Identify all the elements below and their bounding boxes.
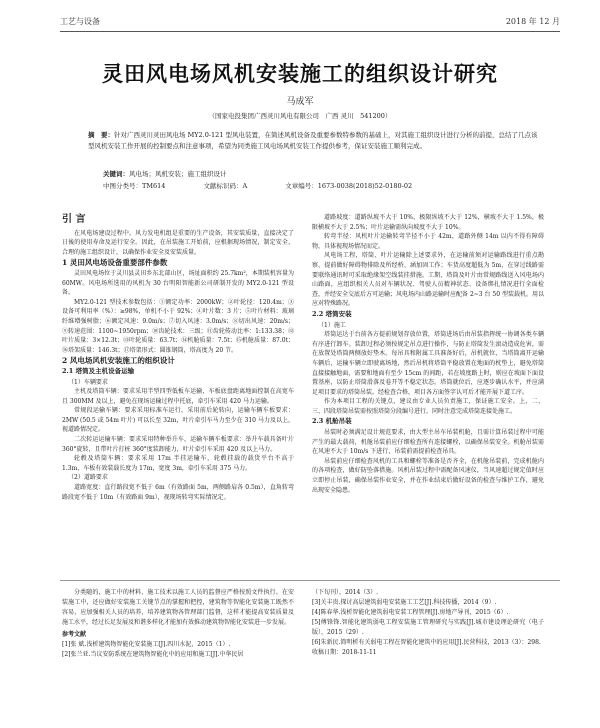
keywords-text: 风电场；风机安装；施工组织设计 (129, 170, 227, 178)
reference-3: [3]关丰贵.探讨高层建筑弱电安装施工工艺[J].科技传播，2014（9）. (312, 599, 497, 606)
construction-heading: （1）施工 (318, 321, 346, 329)
vehicle-req-paragraph-2: 常规段运输车辆：要求采用标准车运行，采用前后轮转向，运输车辆车板要求：2MW (50.5 或 54m 叶片) 可以长至 32m，叶片牵引车马力至少在 310 马力及以上，视道路情况定。 (62, 407, 294, 434)
header-rule (60, 31, 560, 32)
section-1-params: MY2.0-121 型技术参数包括：①额定功率：2000kW；②叶轮径：120.4m；③设备可利用率（%）：≥98%，单机不小于 92%；④叶片数：3 片；⑤叶片材料：玻璃纤维增强树脂；⑥额定风速：9.0m/s；⑦切入风速：3.0m/s；⑧切出风速：20m/s；⑨转速范围：1100~1950rpm；⑩齿轮技术：三级；⑪齿轮传动比率：1:133.38；⑫叶片质量：3×12.3t；⑬叶轮质量：63.7t；⑭机舱质量：7.5t；⑮机舱质量：87.0t；⑯塔架质量：146.3t；⑰塔架形式：圆锥钢筒，塔高度为 20 节。 (62, 298, 294, 354)
footer-left (62, 588, 294, 660)
vehicle-req-paragraph-4: 轮毂及塔筒车辆：要求采用 17m 半挂运输车，轮毂挂载的载货平台不高于 1.3m，车板有效装载长度为 17m，宽度 3m，牵引车采用 375 马力。 (62, 455, 294, 472)
section-1-heading: 1 灵田风电场设备重要部件参数 (62, 258, 168, 268)
tower-paragraph: 塔筒运达于台前各方提前规划存放位置，塔筒进场后由吊装指挥统一协调各类车辆有序进行卸车。装卸过程必须按规定吊点进行操作，与防止塔筒发生滚动造成危害，需在放置处塔筒两侧放好垫木。每吊具和附属工具准备好后，吊机就位，当塔筒离开运输车辆后，运输车辆立即驶离场地，然后吊机将塔筒平稳放置在地面的枕垫上，避免塔筒直接接触地面，需要和地面有至少 15cm 的间距，若在坡度路上时，则应在坡面下面设置基座，以防止塔筒滑落及卷开等不稳定状态。塔筒就位后，应逐步确认水平，并应满足项目要求的塔筒吊装。经检查合格，项目各方面签字认可后才能开展下道工序。 (312, 331, 544, 396)
section-1-paragraph: 灵田风电场位于灵川县灵田乡东北部山区，场址面积约 25.7km²，本期装机容量为 60MW。风电场所选用的风机为 30 台明阳智能新公司研制开发的 MY2.0-121 型设备。 (62, 269, 294, 297)
keywords (103, 169, 227, 178)
journal-name: 工艺与设备 (60, 17, 100, 26)
references-heading: 参考文献 (62, 631, 87, 638)
road-req-paragraph: 道路宽度：直行路段宽不低于 6m（有效路面 5m，两侧路肩各 0.5m），直角转弯路段宽不低于 10m（有效路面 9m），视现场转弯实际情况定。 (62, 484, 294, 501)
vehicle-req-paragraph-3: 二次转运运输车辆：要求采用特种举升车，运输车辆车板要求：举升车载具备叶片 360°旋转，且带叶片打桩 360°度装卸能力，叶片牵引车采用 420 及以上马力。 (62, 436, 294, 453)
left-column (62, 213, 294, 502)
page-header (60, 12, 560, 28)
right-column (312, 213, 544, 495)
section-2-3-heading: 2.3 机舱吊装 (312, 417, 352, 426)
nacelle-paragraph: 吊装时必须满足设计规范要求，由大型主吊车吊装机舱，且需计算吊装过程中可能产生的最大载荷，机舱吊装前应仔细检查所有连接螺栓，以确保吊装安全。机舱吊装需在风速不大于 10m/s 下进行，吊装前需提前检查吊具。 (312, 429, 544, 456)
section-2-1-heading: 2.1 塔筒及主机设备运输 (62, 366, 135, 375)
doc-code: 文献标识码：A (203, 182, 248, 190)
intro-heading: 引 言 (62, 214, 86, 225)
article-number: 文章编号：1673-0038(2018)52-0180-02 (285, 182, 413, 190)
road-req-heading: （2）道路要求 (68, 474, 108, 482)
abstract-text: 针对广西灵川灵田风电场 MY2.0-121 型风电装置，在简述风机设备及重要参数特参数的基础上，对其施工组织设计进行分析的前提，总结了几点该型风机安装工作开展的控制要点和注意事项，希望为同类施工风电场风机安装工作提供参考，保证安装施工顺利完成。 (88, 131, 538, 150)
vehicle-req-heading: （1）车辆要求 (68, 378, 108, 386)
road-slope-paragraph: 道路坡度：道路纵坡不大于 10%，极限纵坡不大于 12%，横坡不大于 1.5%，极限横坡不大于 2.5%；叶片运输需纵向坡度不大于 10%。 (312, 214, 544, 231)
footer-right (312, 588, 544, 658)
reference-2-cont: （下旬刊），2014（3）. (312, 589, 378, 596)
reference-2: [2]张兰亚.当议安防系统在建筑物智能化中的应用和施工[J].中华民居 (62, 651, 244, 658)
section-2-2-heading: 2.2 塔筒安装 (312, 309, 352, 318)
reference-1: [1]张 斌.浅析建筑物智能化安装施工[J].四川水泥，2015（1）. (62, 641, 231, 648)
author-affiliation: （国家电投集团广西灵川风电有限公司 广西 灵川 541200） (208, 112, 392, 120)
classification-line (103, 181, 448, 190)
tower-paragraph-2: 作为本项目工程的关键点，建议由专业人员负责施工，保证施工安全。上、二、三、四段塔筒吊装需按照塔筒分段编号进行，同时注意完成塔筒连接处施工。 (312, 398, 544, 415)
turn-radius-paragraph: 转弯半径：风机叶片运输转弯半径不小于 42m，道路外侧 14m 以内不得有障碍物，具体视现场情况而定。 (312, 233, 544, 250)
footer-divider (60, 580, 560, 581)
article-title: 灵田风电场风机安装施工的组织设计研究 (102, 61, 498, 86)
issue-date: 2018 年 12 月 (505, 17, 560, 26)
nacelle-paragraph-2: 吊装前应仔细检查风机的工具和螺栓等准备是否齐全，在机舱吊装前，完成机舱内的各项检查，做好防坠落措施。风机吊装过程中需配备风速仪，当风速超过规定值时应立即停止吊装，确保吊装作业安全，并在作业结束后做好设备的检查与维护工作，避免出现安全隐患。 (312, 457, 544, 494)
keywords-label: 关键词： (103, 170, 129, 178)
reference-4: [4]陈春华.浅析智能化建筑弱电安装工程管理[J].房地产导刊，2015（6）. (312, 609, 509, 616)
abstract (88, 130, 540, 152)
author-name: 马成军 (286, 97, 314, 107)
abstract-label: 摘 要： (88, 131, 114, 139)
received-date: 收稿日期：2018-11-11 (312, 649, 377, 656)
intro-paragraph: 在风电场建设过程中，风力发电机组是重要的生产设备，其安装质量，直接决定了日後的使用寿命及运行安全。因此，在吊装施工开始前，应根据现场情况，制定安全、合理的施工组织设计，以确保作业安全及安装质量。 (62, 229, 294, 256)
clc-number: 中图分类号：TM614 (103, 182, 166, 190)
transport-paragraph: 风电场工程，塔筒、叶片运输除上述要求外，在运输前须对运输路线进行重点勘察，提前做好障碍物排除及所经桥、涵加固工作；车货高度超低为 5m，在穿过线路需要联络通讯时可采取绝缘架空线装挂措施。工期，塔筒及叶片由常规路线送入风电场内山路面，应组织相关人员对车辆状况、驾驶人员精神状态、设备绑扎情况进行全面检查，并经安全交底后方可运输；风电场内山路运输时应配备 2~3 台 50 型装载机，用以应对特殊路况。 (312, 252, 544, 308)
conclusion-paragraph: 分类随的，施工中的材料、施工技术以施工人员的监督应严格按照文件执行。在安装施工中，还应做好安装施工关键节点的掌握和把控，建筑物等智能化安装施工既然不容易，应加强相关人员的培养，培养建筑物各管理部门监督，这样才能提高安装质量及施工水平，经过长足发展及和谐多样化才能加有效推动建筑物智能化安装进一步发展。 (62, 589, 294, 626)
reference-5: [5]傅锋锋.智能化建筑弱电工程安装施工管理研究与实践[J].城市建设理论研究（电子版），2015（29）. (312, 619, 544, 636)
vehicle-req-paragraph: 主机及塔筒车辆：要求采用半型四型低板车运输，车板底盘距离地面控制在高宽车且 300MM 及以上，避免在现场运输过程中托底，牵引车采用 420 马力运输。 (62, 388, 294, 405)
section-2-heading: 2 风电场风机安装施工的组织设计 (62, 356, 175, 366)
reference-6: [6]朱新民.简明析有关弱电工程在智能化建筑中的应用[J].民营科技，2013（3）：298. (312, 639, 541, 646)
